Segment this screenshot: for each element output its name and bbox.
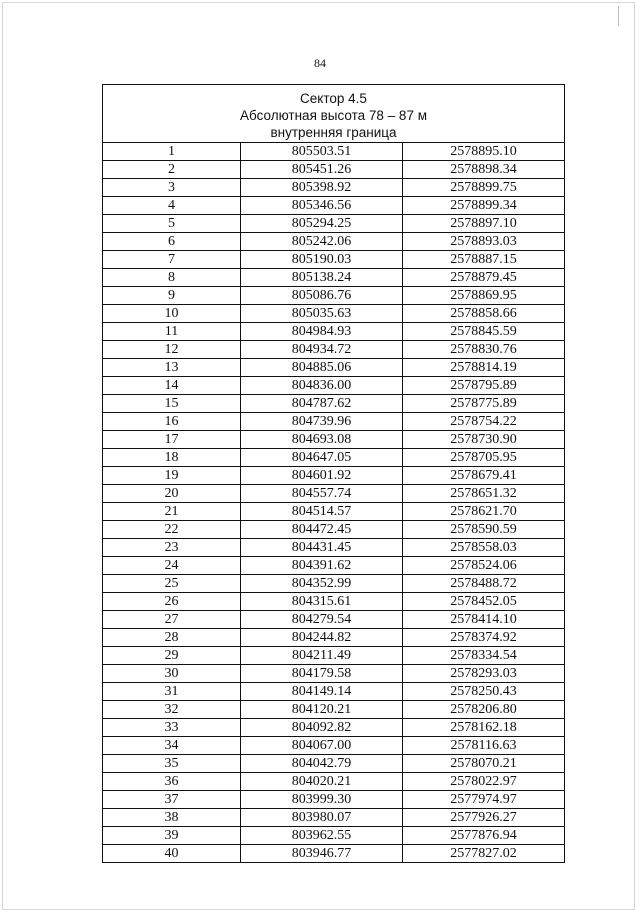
table-row: [103, 827, 565, 845]
point-number-cell: 20: [103, 485, 241, 503]
altitude-range: Абсолютная высота 78 – 87 м: [240, 107, 427, 123]
table-row: [103, 215, 565, 233]
table-row: [103, 233, 565, 251]
y-coordinate-cell: 2578895.10: [403, 143, 565, 161]
x-coordinate-cell: 804352.99: [241, 575, 403, 593]
point-number-cell: 9: [103, 287, 241, 305]
y-coordinate-cell: 2578374.92: [403, 629, 565, 647]
y-coordinate-cell: 2578488.72: [403, 575, 565, 593]
point-number-cell: 3: [103, 179, 241, 197]
point-number-cell: 11: [103, 323, 241, 341]
x-coordinate-cell: 804787.62: [241, 395, 403, 413]
y-coordinate-cell: 2578814.19: [403, 359, 565, 377]
point-number-cell: 26: [103, 593, 241, 611]
point-number-cell: 7: [103, 251, 241, 269]
table-row: [103, 449, 565, 467]
table-row: [103, 809, 565, 827]
y-coordinate-cell: 2578022.97: [403, 773, 565, 791]
x-coordinate-cell: 805086.76: [241, 287, 403, 305]
x-coordinate-cell: 804557.74: [241, 485, 403, 503]
y-coordinate-cell: 2578116.63: [403, 737, 565, 755]
point-number-cell: 4: [103, 197, 241, 215]
point-number-cell: 16: [103, 413, 241, 431]
x-coordinate-cell: 805294.25: [241, 215, 403, 233]
x-coordinate-cell: 805138.24: [241, 269, 403, 287]
x-coordinate-cell: 804601.92: [241, 467, 403, 485]
x-coordinate-cell: 805451.26: [241, 161, 403, 179]
y-coordinate-cell: 2578754.22: [403, 413, 565, 431]
x-coordinate-cell: 804391.62: [241, 557, 403, 575]
y-coordinate-cell: 2578887.15: [403, 251, 565, 269]
scan-edge-mark: [618, 6, 619, 26]
x-coordinate-cell: 804315.61: [241, 593, 403, 611]
table-row: [103, 665, 565, 683]
table-row: [103, 647, 565, 665]
x-coordinate-cell: 804934.72: [241, 341, 403, 359]
table-row: [103, 431, 565, 449]
point-number-cell: 37: [103, 791, 241, 809]
coordinates-table: [102, 84, 565, 863]
x-coordinate-cell: 805398.92: [241, 179, 403, 197]
y-coordinate-cell: 2578898.34: [403, 161, 565, 179]
table-row: [103, 467, 565, 485]
table-row: [103, 755, 565, 773]
point-number-cell: 23: [103, 539, 241, 557]
point-number-cell: 40: [103, 845, 241, 863]
x-coordinate-cell: 803980.07: [241, 809, 403, 827]
point-number-cell: 32: [103, 701, 241, 719]
x-coordinate-cell: 804279.54: [241, 611, 403, 629]
point-number-cell: 30: [103, 665, 241, 683]
coordinates-body: [103, 143, 565, 863]
table-row: [103, 269, 565, 287]
y-coordinate-cell: 2578775.89: [403, 395, 565, 413]
table-row: [103, 179, 565, 197]
y-coordinate-cell: 2578679.41: [403, 467, 565, 485]
table-row: [103, 593, 565, 611]
y-coordinate-cell: 2578879.45: [403, 269, 565, 287]
y-coordinate-cell: 2578162.18: [403, 719, 565, 737]
point-number-cell: 28: [103, 629, 241, 647]
table-row: [103, 305, 565, 323]
table-row: [103, 197, 565, 215]
table-row: [103, 575, 565, 593]
table-row: [103, 719, 565, 737]
x-coordinate-cell: 804020.21: [241, 773, 403, 791]
point-number-cell: 14: [103, 377, 241, 395]
x-coordinate-cell: 804885.06: [241, 359, 403, 377]
point-number-cell: 1: [103, 143, 241, 161]
x-coordinate-cell: 804984.93: [241, 323, 403, 341]
point-number-cell: 27: [103, 611, 241, 629]
y-coordinate-cell: 2578070.21: [403, 755, 565, 773]
table-row: [103, 161, 565, 179]
point-number-cell: 34: [103, 737, 241, 755]
point-number-cell: 38: [103, 809, 241, 827]
y-coordinate-cell: 2578590.59: [403, 521, 565, 539]
table-row: [103, 251, 565, 269]
y-coordinate-cell: 2578452.05: [403, 593, 565, 611]
x-coordinate-cell: 805035.63: [241, 305, 403, 323]
point-number-cell: 6: [103, 233, 241, 251]
x-coordinate-cell: 804092.82: [241, 719, 403, 737]
table-row: [103, 845, 565, 863]
x-coordinate-cell: 803999.30: [241, 791, 403, 809]
x-coordinate-cell: 804693.08: [241, 431, 403, 449]
y-coordinate-cell: 2578524.06: [403, 557, 565, 575]
y-coordinate-cell: 2578858.66: [403, 305, 565, 323]
boundary-type: внутренняя граница: [270, 124, 397, 140]
table-row: [103, 341, 565, 359]
y-coordinate-cell: 2578830.76: [403, 341, 565, 359]
y-coordinate-cell: 2578893.03: [403, 233, 565, 251]
y-coordinate-cell: 2577827.02: [403, 845, 565, 863]
table-row: [103, 683, 565, 701]
point-number-cell: 18: [103, 449, 241, 467]
y-coordinate-cell: 2578899.34: [403, 197, 565, 215]
y-coordinate-cell: 2577926.27: [403, 809, 565, 827]
table-header-row: [103, 85, 565, 143]
table-row: [103, 287, 565, 305]
table-row: [103, 773, 565, 791]
x-coordinate-cell: 805190.03: [241, 251, 403, 269]
table-row: [103, 323, 565, 341]
point-number-cell: 5: [103, 215, 241, 233]
table-row: [103, 143, 565, 161]
x-coordinate-cell: 803962.55: [241, 827, 403, 845]
point-number-cell: 36: [103, 773, 241, 791]
y-coordinate-cell: 2578730.90: [403, 431, 565, 449]
y-coordinate-cell: 2578705.95: [403, 449, 565, 467]
point-number-cell: 24: [103, 557, 241, 575]
table-row: [103, 395, 565, 413]
y-coordinate-cell: 2578250.43: [403, 683, 565, 701]
sector-header: [103, 85, 565, 143]
x-coordinate-cell: 804739.96: [241, 413, 403, 431]
x-coordinate-cell: 805503.51: [241, 143, 403, 161]
x-coordinate-cell: 804431.45: [241, 539, 403, 557]
point-number-cell: 31: [103, 683, 241, 701]
x-coordinate-cell: 804179.58: [241, 665, 403, 683]
y-coordinate-cell: 2578414.10: [403, 611, 565, 629]
point-number-cell: 29: [103, 647, 241, 665]
x-coordinate-cell: 804120.21: [241, 701, 403, 719]
y-coordinate-cell: 2578869.95: [403, 287, 565, 305]
x-coordinate-cell: 804149.14: [241, 683, 403, 701]
point-number-cell: 2: [103, 161, 241, 179]
point-number-cell: 33: [103, 719, 241, 737]
x-coordinate-cell: 804067.00: [241, 737, 403, 755]
table-row: [103, 629, 565, 647]
table-row: [103, 611, 565, 629]
point-number-cell: 10: [103, 305, 241, 323]
y-coordinate-cell: 2578558.03: [403, 539, 565, 557]
y-coordinate-cell: 2578206.80: [403, 701, 565, 719]
y-coordinate-cell: 2578621.70: [403, 503, 565, 521]
table-row: [103, 413, 565, 431]
y-coordinate-cell: 2578651.32: [403, 485, 565, 503]
point-number-cell: 22: [103, 521, 241, 539]
x-coordinate-cell: 804472.45: [241, 521, 403, 539]
x-coordinate-cell: 804514.57: [241, 503, 403, 521]
x-coordinate-cell: 804244.82: [241, 629, 403, 647]
y-coordinate-cell: 2578897.10: [403, 215, 565, 233]
x-coordinate-cell: 804647.05: [241, 449, 403, 467]
x-coordinate-cell: 804042.79: [241, 755, 403, 773]
y-coordinate-cell: 2578845.59: [403, 323, 565, 341]
sector-title: Сектор 4.5: [300, 90, 367, 106]
table-row: [103, 377, 565, 395]
point-number-cell: 15: [103, 395, 241, 413]
point-number-cell: 8: [103, 269, 241, 287]
x-coordinate-cell: 805242.06: [241, 233, 403, 251]
table-row: [103, 503, 565, 521]
page-number: 84: [314, 56, 326, 70]
point-number-cell: 21: [103, 503, 241, 521]
y-coordinate-cell: 2578293.03: [403, 665, 565, 683]
table-row: [103, 485, 565, 503]
table-row: [103, 701, 565, 719]
table-row: [103, 557, 565, 575]
point-number-cell: 13: [103, 359, 241, 377]
y-coordinate-cell: 2577876.94: [403, 827, 565, 845]
y-coordinate-cell: 2578334.54: [403, 647, 565, 665]
table-row: [103, 791, 565, 809]
point-number-cell: 25: [103, 575, 241, 593]
x-coordinate-cell: 804836.00: [241, 377, 403, 395]
table-row: [103, 359, 565, 377]
point-number-cell: 19: [103, 467, 241, 485]
point-number-cell: 17: [103, 431, 241, 449]
point-number-cell: 39: [103, 827, 241, 845]
x-coordinate-cell: 803946.77: [241, 845, 403, 863]
y-coordinate-cell: 2578795.89: [403, 377, 565, 395]
x-coordinate-cell: 805346.56: [241, 197, 403, 215]
point-number-cell: 12: [103, 341, 241, 359]
table-row: [103, 737, 565, 755]
table-row: [103, 539, 565, 557]
point-number-cell: 35: [103, 755, 241, 773]
y-coordinate-cell: 2578899.75: [403, 179, 565, 197]
table-row: [103, 521, 565, 539]
y-coordinate-cell: 2577974.97: [403, 791, 565, 809]
x-coordinate-cell: 804211.49: [241, 647, 403, 665]
